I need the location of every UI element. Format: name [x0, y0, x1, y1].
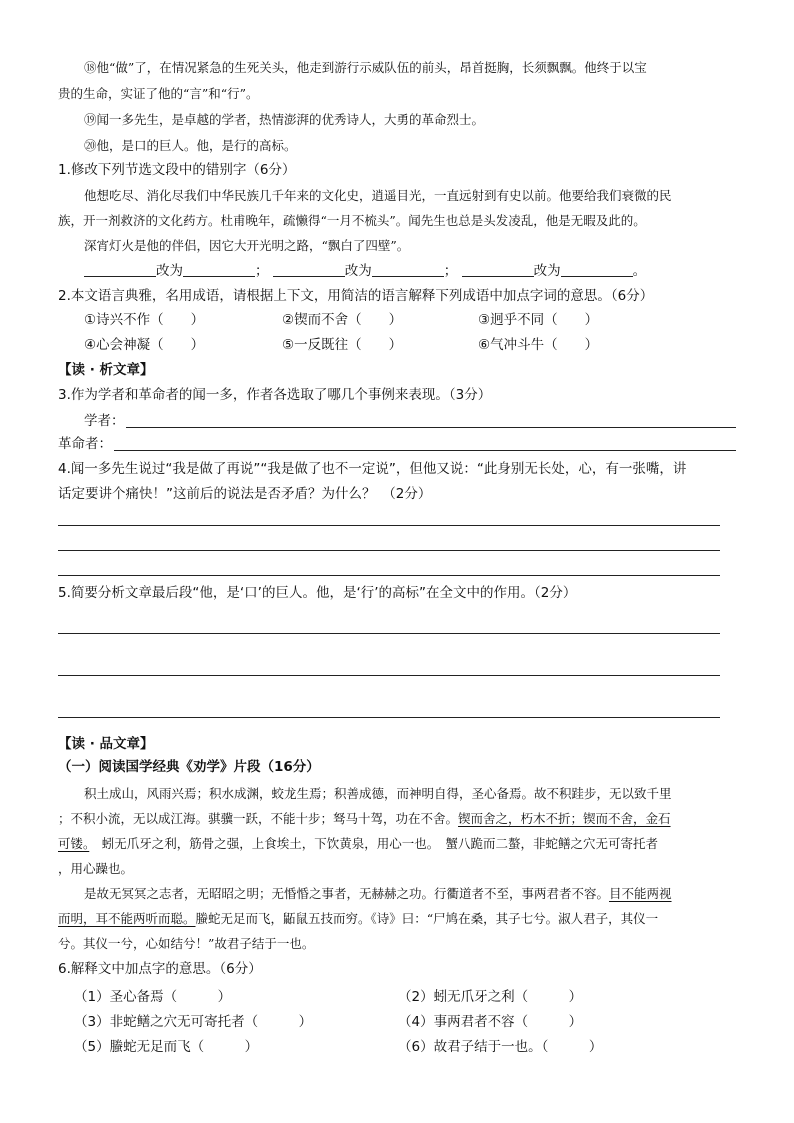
- quanxue-line-5: 是故无冥冥之志者，无昭昭之明；无惛惛之事者，无赫赫之功。行衢道者不至，事两君者不容。目不能两视: [84, 886, 672, 901]
- answer-blank-1a[interactable]: [84, 262, 156, 277]
- question-2-item-4: ④心会神凝（ ）: [84, 337, 205, 353]
- underlined-sentence-1: 锲而舍之，朽木不折；锲而不舍，金石: [458, 811, 671, 826]
- question-4-text-line-2: 话定要讲个痛快！”这前后的说法是否矛盾？为什么？ （2分）: [58, 486, 432, 502]
- passage-para-19: ⑲闻一多先生，是卓越的学者，热情澎湃的优秀诗人，大勇的革命烈士。: [84, 112, 485, 127]
- answer-line-q4-3[interactable]: [58, 575, 720, 576]
- passage-para-20: ⑳他，是口的巨人。他，是行的高标。: [84, 138, 297, 153]
- answer-line-q5-2[interactable]: [58, 675, 720, 676]
- answer-blank-3b[interactable]: [561, 262, 633, 277]
- question-2-item-2: ②锲而不舍（ ）: [282, 312, 403, 328]
- question-3-scholar-label: 学者：: [84, 413, 125, 429]
- question-2-item-6: ⑥气冲斗牛（ ）: [478, 337, 599, 353]
- question-2-item-1: ①诗兴不作（ ）: [84, 312, 205, 328]
- answer-line-scholar[interactable]: [126, 427, 736, 428]
- question-6-item-4: （4）事两君者不容（ ）: [398, 1014, 583, 1030]
- section-heading-appreciate: 【读 · 品文章】: [58, 736, 154, 752]
- question-2-title: 2.本文语言典雅，名用成语，请根据上下文，用简洁的语言解释下列成语中加点字词的意思。（6分）: [58, 288, 654, 304]
- quanxue-line-4: ，用心躁也。: [58, 861, 134, 876]
- answer-line-revolutionary[interactable]: [114, 450, 736, 451]
- question-5-title: 5.简要分析文章最后段“他，是‘口’的巨人。他，是‘行’的高标”在全文中的作用。（2分）: [58, 585, 577, 601]
- passage-para-18: ⑱他“做”了，在情况紧急的生死关头，他走到游行示威队伍的前头，昂首挺胸，长须飘飘。他终于以宝: [84, 60, 647, 75]
- quanxue-line-7: 兮。其仪一兮，心如结兮！”故君子结于一也。: [58, 936, 315, 951]
- answer-line-q4-1[interactable]: [58, 525, 720, 526]
- question-6-title: 6.解释文中加点字的意思。（6分）: [58, 961, 262, 977]
- underlined-sentence-2: 目不能两视: [609, 886, 672, 901]
- section-heading-analysis: 【读 · 析文章】: [58, 362, 154, 378]
- question-1-text-line-2: 族，开一剂救济的文化药方。杜甫晚年，疏懒得“一月不梳头”。闻先生也总是头发凌乱，他是无暇及此的。: [58, 213, 646, 228]
- question-6-item-3: （3）非蛇鳝之穴无可寄托者（ ）: [74, 1014, 313, 1030]
- quanxue-line-2: ；不积小流，无以成江海。骐骥一跃，不能十步；驽马十驾，功在不舍。锲而舍之，朽木不折；锲而不舍，金石: [58, 811, 671, 826]
- question-1-text-line-1: 他想吃尽、消化尽我们中华民族几千年来的文化史，逍遥目光，一直远射到有史以前。他要给我们衰微的民: [84, 188, 672, 203]
- question-1-text-line-3: 深宵灯火是他的伴侣，因它大开光明之路，“飘白了四壁”。: [84, 238, 410, 253]
- question-4-text-line-1: 4.闻一多先生说过“我是做了再说”“我是做了也不一定说”，但他又说：“此身别无长处，心，有一张嘴，讲: [58, 461, 687, 477]
- underlined-sentence-1-end: 可镂。: [58, 836, 90, 851]
- part-1-title: （一）阅读国学经典《劝学》片段（16分）: [58, 759, 320, 775]
- question-6-item-1: （1）圣心备焉（ ）: [74, 989, 232, 1005]
- answer-blank-1b[interactable]: [183, 262, 255, 277]
- quanxue-line-6: 而明，耳不能两听而聪。螣蛇无足而飞，鼫鼠五技而穷。《诗》曰：“尸鸠在桑，其子七兮。淑人君子，其仪一: [58, 911, 659, 926]
- answer-line-q4-2[interactable]: [58, 550, 720, 551]
- question-1-title: 1.修改下列节选文段中的错别字（6分）: [58, 162, 296, 178]
- question-1-answer-row: 改为 ； 改为 ； 改为 。: [84, 261, 646, 281]
- answer-blank-3a[interactable]: [462, 262, 534, 277]
- question-3-title: 3.作为学者和革命者的闻一多，作者各选取了哪几个事例来表现。（3分）: [58, 387, 492, 403]
- question-2-item-3: ③迥乎不同（ ）: [478, 312, 599, 328]
- passage-para-18-cont: 贵的生命，实证了他的“言”和“行”。: [58, 86, 259, 101]
- answer-blank-2a[interactable]: [273, 262, 345, 277]
- question-2-item-5: ⑤一反既往（ ）: [282, 337, 403, 353]
- question-6-item-5: （5）螣蛇无足而飞（ ）: [74, 1039, 259, 1055]
- answer-line-q5-1[interactable]: [58, 633, 720, 634]
- question-3-revolutionary-label: 革命者：: [58, 436, 112, 452]
- quanxue-line-3: 可镂。 蚓无爪牙之利，筋骨之强，上食埃土，下饮黄泉，用心一也。 蟹八跪而二螯，非蛇鳝之穴无可寄托者: [58, 836, 659, 851]
- question-6-item-2: （2）蚓无爪牙之利（ ）: [398, 989, 583, 1005]
- question-6-item-6: （6）故君子结于一也。（ ）: [398, 1039, 603, 1055]
- underlined-sentence-2-end: 而明，耳不能两听而聪。: [58, 911, 196, 926]
- answer-line-q5-3[interactable]: [58, 717, 720, 718]
- quanxue-line-1: 积土成山，风雨兴焉；积水成渊，蛟龙生焉；积善成德，而神明自得，圣心备焉。故不积跬步，无以致千里: [84, 786, 672, 801]
- answer-blank-2b[interactable]: [372, 262, 444, 277]
